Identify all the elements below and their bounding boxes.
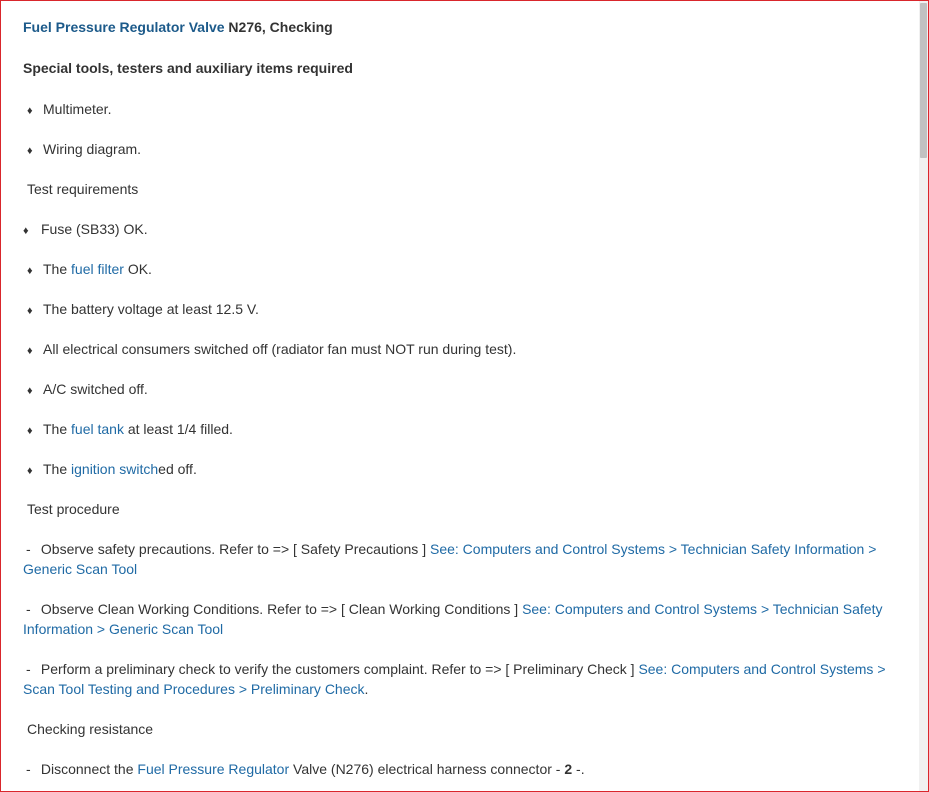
diamond-bullet-icon: ♦	[27, 465, 33, 477]
requirement-text: The	[43, 461, 72, 477]
preliminary-check-link[interactable]: See: Computers and Control Systems > Scan Tool Testing and Procedures > Preliminary Check	[23, 661, 886, 697]
requirement-item	[23, 379, 148, 401]
tools-heading: Special tools, testers and auxiliary items required	[23, 60, 353, 76]
connector-number: 2	[564, 761, 573, 777]
requirements-heading: Test requirements	[27, 181, 139, 197]
fuel-pressure-regulator-link[interactable]: Fuel Pressure Regulator	[137, 761, 290, 777]
procedure-step-text: Observe Clean Working Conditions. Refer to => [ Clean Working Conditions ]	[37, 601, 523, 617]
diamond-bullet-icon: ♦	[27, 105, 33, 117]
tool-item	[23, 99, 111, 121]
requirement-text-post: at least 1/4 filled.	[123, 421, 233, 437]
clean-conditions-link[interactable]: See: Computers and Control Systems > Technician Safety Information > Generic Scan Tool	[23, 601, 883, 637]
procedure-step-text: Observe safety precautions. Refer to => [ Safety Precautions ]	[37, 541, 430, 557]
resistance-step	[23, 759, 585, 779]
fuel-tank-link[interactable]: fuel tank	[71, 421, 124, 437]
procedure-step-text: Perform a preliminary check to verify the customers complaint. Refer to => [ Preliminary Check ]	[37, 661, 639, 677]
requirement-text: The	[43, 261, 72, 277]
diamond-bullet-icon: ♦	[23, 225, 29, 237]
requirement-item	[23, 219, 148, 241]
resistance-heading: Checking resistance	[27, 721, 154, 737]
procedure-step	[23, 599, 893, 639]
diamond-bullet-icon: ♦	[27, 305, 33, 317]
dash-marker: -	[26, 601, 31, 617]
requirement-item	[23, 419, 233, 441]
diamond-bullet-icon: ♦	[27, 345, 33, 357]
requirement-text-post: ed off.	[158, 461, 197, 477]
requirement-item	[23, 339, 516, 361]
ignition-switch-link[interactable]: ignition switch	[71, 461, 159, 477]
requirement-item	[23, 259, 152, 281]
requirement-text: All electrical consumers switched off (radiator fan must NOT run during test).	[43, 341, 517, 357]
dash-marker: -	[26, 761, 31, 777]
diamond-bullet-icon: ♦	[27, 145, 33, 157]
tool-item-text: Multimeter.	[43, 101, 112, 117]
requirement-text: Fuse (SB33) OK.	[41, 221, 148, 237]
vertical-scrollbar[interactable]	[919, 1, 928, 791]
procedure-step	[23, 659, 893, 699]
requirement-text: The	[43, 421, 72, 437]
dash-marker: -	[26, 661, 31, 677]
fuel-filter-link[interactable]: fuel filter	[71, 261, 124, 277]
procedure-step	[23, 539, 893, 579]
scrollbar-thumb[interactable]	[920, 3, 927, 158]
tool-item	[23, 139, 141, 161]
resistance-step-text: Disconnect the	[37, 761, 138, 777]
title-rest: N276, Checking	[224, 19, 333, 35]
diamond-bullet-icon: ♦	[27, 385, 33, 397]
tool-item-text: Wiring diagram.	[43, 141, 142, 157]
requirement-text: The battery voltage at least 12.5 V.	[43, 301, 259, 317]
resistance-step-post: -.	[572, 761, 585, 777]
requirement-text-post: OK.	[123, 261, 152, 277]
title-link[interactable]: Fuel Pressure Regulator Valve	[23, 19, 225, 35]
diamond-bullet-icon: ♦	[27, 425, 33, 437]
dash-marker: -	[26, 541, 31, 557]
requirement-text: A/C switched off.	[43, 381, 148, 397]
diamond-bullet-icon: ♦	[27, 265, 33, 277]
page-title	[23, 17, 333, 37]
safety-info-link[interactable]: See: Computers and Control Systems > Technician Safety Information > Generic Scan Tool	[23, 541, 877, 577]
requirement-item	[23, 459, 197, 481]
procedure-heading: Test procedure	[27, 501, 120, 517]
procedure-step-post: .	[364, 681, 369, 697]
requirement-item	[23, 299, 259, 321]
resistance-step-mid: Valve (N276) electrical harness connector -	[289, 761, 565, 777]
